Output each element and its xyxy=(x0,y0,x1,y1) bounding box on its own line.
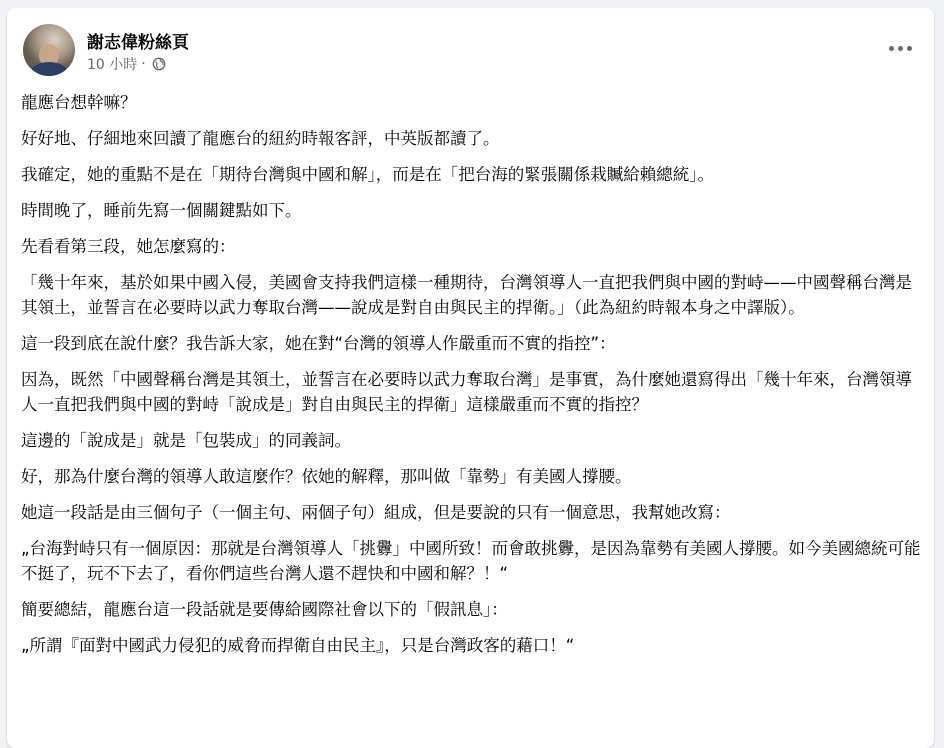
post-paragraph: „所謂『面對中國武力侵犯的威脅而捍衛自由民主』，只是台灣政客的藉口！“ xyxy=(21,636,575,655)
more-horizontal-icon-dot xyxy=(898,46,903,51)
more-horizontal-icon xyxy=(889,46,894,51)
post-paragraph: 我確定，她的重點不是在「期待台灣與中國和解」，而是在「把台海的緊張關係栽贓給賴總統」。 xyxy=(21,165,714,184)
post-paragraph: 簡要總結，龍應台這一段話就是要傳給國際社會以下的「假訊息」： xyxy=(21,600,508,619)
more-horizontal-icon-dot xyxy=(907,46,912,51)
meta-separator: · xyxy=(141,56,146,72)
post-paragraph: 龍應台想幹嘛？ xyxy=(21,93,137,112)
post-paragraph: 時間晚了，睡前先寫一個關鍵點如下。 xyxy=(21,201,302,220)
globe-icon[interactable] xyxy=(152,57,166,71)
post-paragraph: 好，那為什麼台灣的領導人敢這麼作？依她的解釋，那叫做「靠勢」有美國人撐腰。 xyxy=(21,467,632,486)
post-paragraph: 這邊的「說成是」就是「包裝成」的同義詞。 xyxy=(21,431,351,450)
post-paragraph: 好好地、仔細地來回讀了龍應台的紐約時報客評，中英版都讀了。 xyxy=(21,129,500,148)
post-paragraph: „台海對峙只有一個原因：那就是台灣領導人「挑釁」中國所致！而會敢挑釁，是因為靠勢有美國人撐腰。如今美國總統可能不挺了，玩不下去了，看你們這些台灣人還不趕快和中國和解？！“ xyxy=(21,539,921,583)
post-paragraph: 「幾十年來，基於如果中國入侵，美國會支持我們這樣一種期待，台灣領導人一直把我們與中國的對峙——中國聲稱台灣是其領土，並誓言在必要時以武力奪取台灣——說成是對自由與民主的捍衛。」（此為紐約時報本身之中譯版）。 xyxy=(21,273,912,317)
post-paragraph: 這一段到底在說什麼？我告訴大家，她在對“台灣的領導人作嚴重而不實的指控”： xyxy=(21,334,616,353)
post-timestamp[interactable]: 10 小時 xyxy=(87,57,138,73)
post-header xyxy=(7,8,934,94)
more-options-button[interactable] xyxy=(882,34,918,62)
avatar-body xyxy=(31,62,67,76)
post-paragraph: 她這一段話是由三個句子（一個主句、兩個子句）組成，但是要說的只有一個意思，我幫她改寫： xyxy=(21,503,731,522)
post-meta xyxy=(87,54,166,74)
post-paragraph: 因為，既然「中國聲稱台灣是其領土，並誓言在必要時以武力奪取台灣」是事實，為什麼她還寫得出「幾十年來，台灣領導人一直把我們與中國的對峙「說成是」對自由與民主的捍衛」這樣嚴重而不實的指控？ xyxy=(21,370,912,414)
post-paragraph: 先看看第三段，她怎麼寫的： xyxy=(21,237,236,256)
avatar[interactable] xyxy=(23,24,75,76)
post-text xyxy=(21,90,926,669)
page-name-link[interactable]: 謝志偉粉絲頁 xyxy=(87,33,189,53)
post-card xyxy=(7,8,934,748)
